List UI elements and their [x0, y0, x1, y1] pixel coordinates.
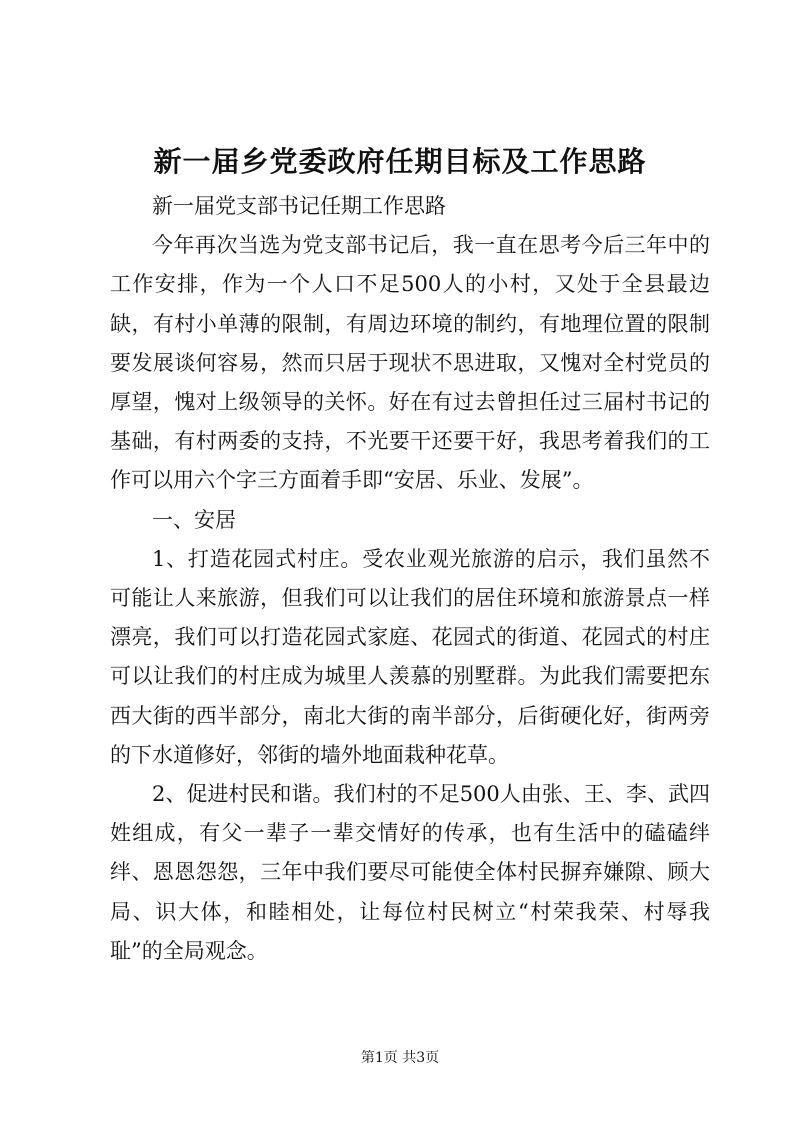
- page-footer: 第1页 共3页: [360, 1050, 440, 1066]
- section-heading-anju: 一、安居: [152, 507, 236, 532]
- intro-paragraph: 今年再次当选为党支部书记后，我一直在思考今后三年中的工作安排，作为一个人口不足500人的小村，又处于全县最边缺，有村小单薄的限制，有周边环境的制约，有地理位置的限制要发展谈何容易，然而只居于现状不思进取，又愧对全村党员的厚望，愧对上级领导的关怀。好在有过去曾担任过三届村书记的基础，有村两委的支持，不光要干还要干好，我思考着我们的工作可以用六个字三方面着手即“安居、乐业、发展”。: [110, 233, 710, 493]
- item-1-paragraph: 1、打造花园式村庄。受农业观光旅游的启示，我们虽然不可能让人来旅游，但我们可以让我们的居住环境和旅游景点一样漂亮，我们可以打造花园式家庭、花园式的街道、花园式的村庄可以让我们的村庄成为城里人羡慕的别墅群。为此我们需要把东西大街的西半部分，南北大街的南半部分，后街硬化好，街两旁的下水道修好，邻街的墙外地面栽种花草。: [110, 546, 710, 767]
- item-2-paragraph: 2、促进村民和谐。我们村的不足500人由张、王、李、武四姓组成，有父一辈子一辈交情好的传承，也有生活中的磕磕绊绊、恩恩怨怨，三年中我们要尽可能使全体村民摒弃嫌隙、顾大局、识大体，和睦相处，让每位村民树立“村荣我荣、村辱我耻”的全局观念。: [110, 782, 710, 963]
- document-body: [110, 187, 710, 971]
- subtitle-paragraph: 新一届党支部书记任期工作思路: [152, 194, 446, 218]
- document-title: 新一届乡党委政府任期目标及工作思路: [153, 145, 647, 178]
